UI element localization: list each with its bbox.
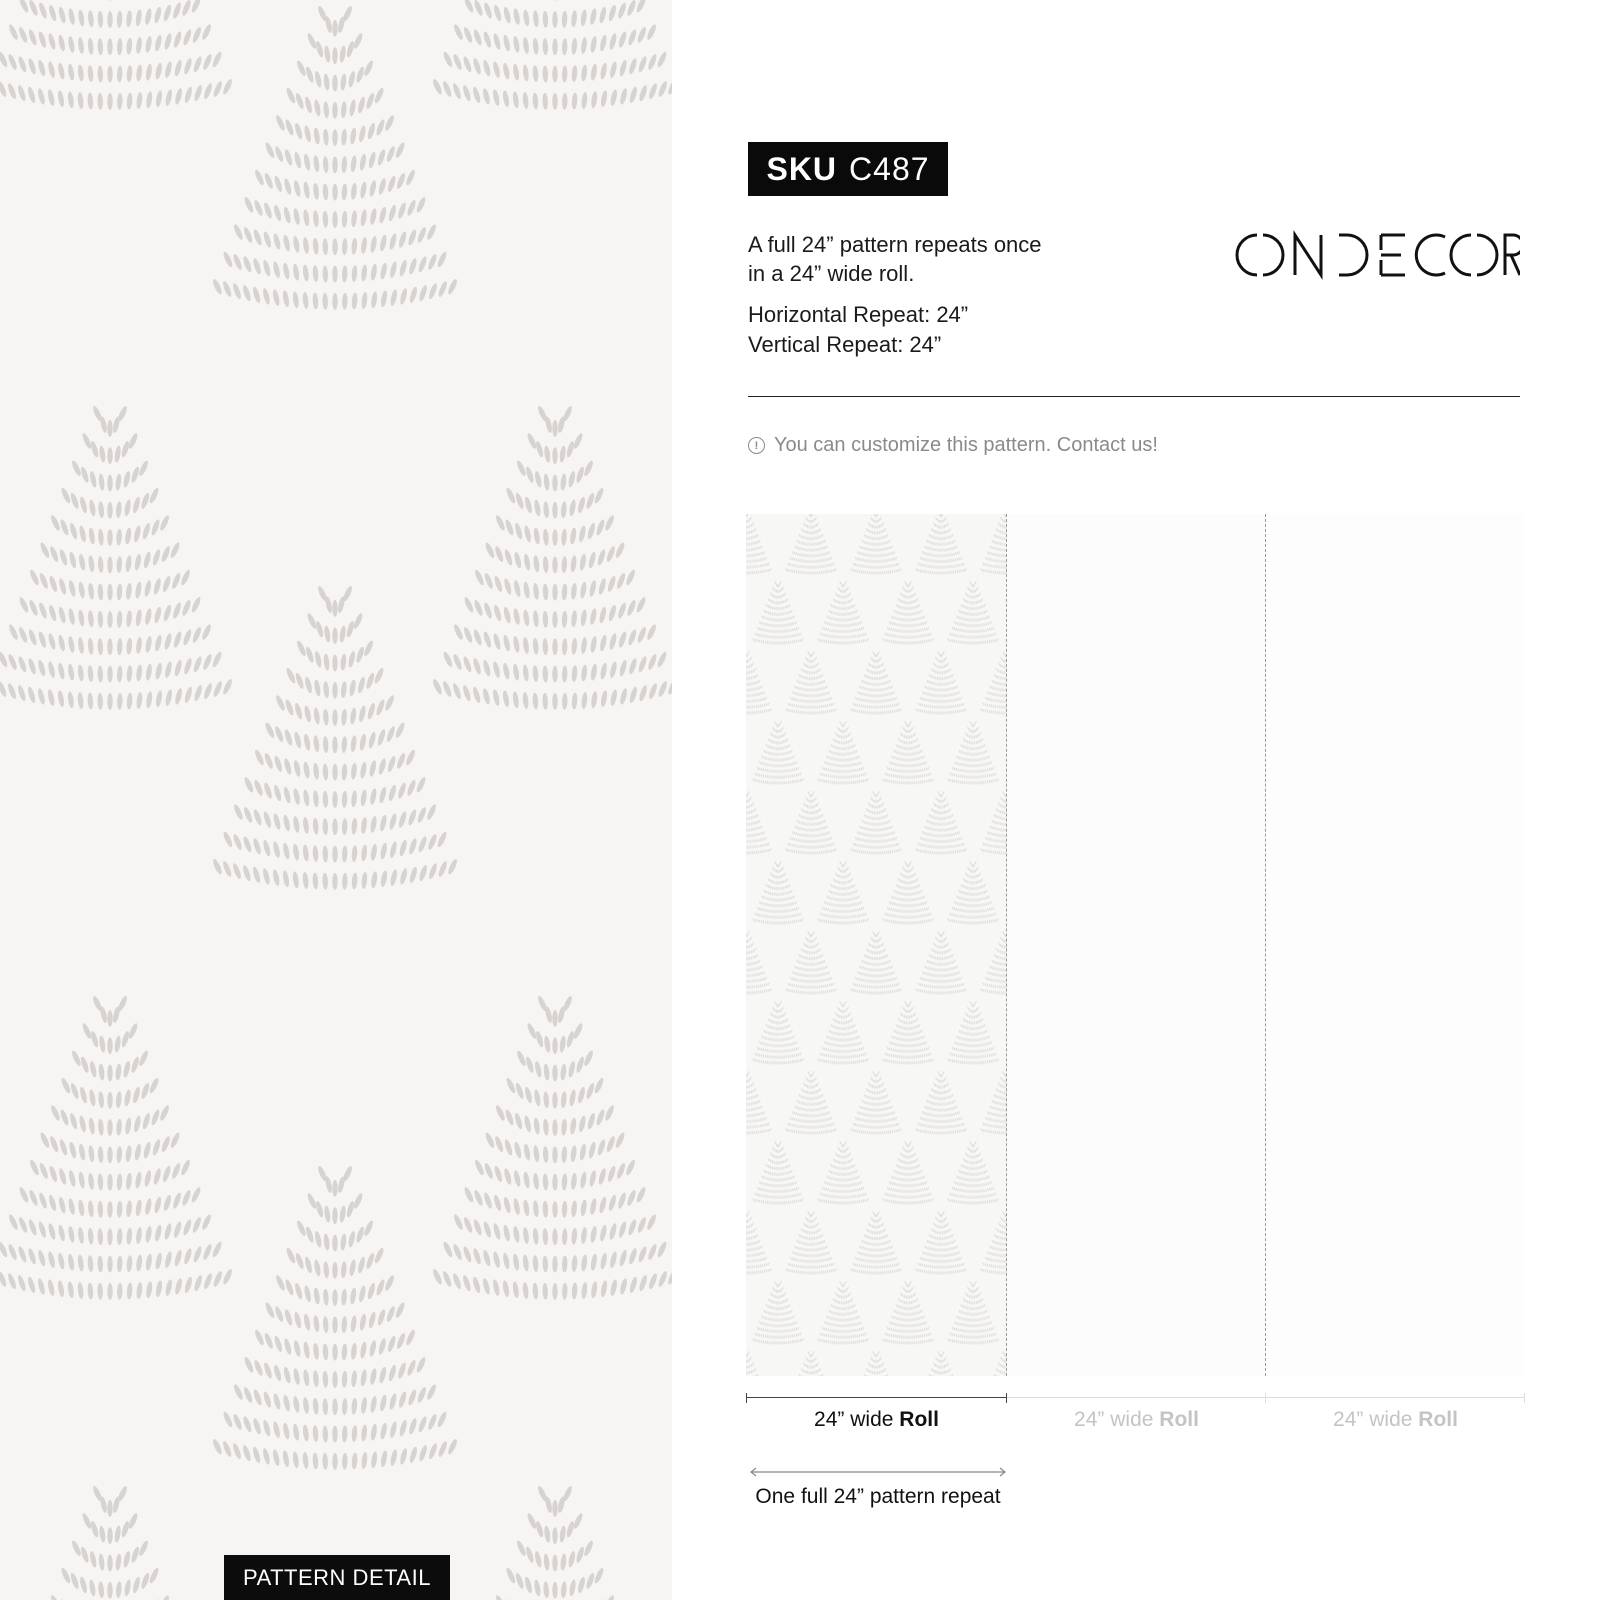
fern-motif: [752, 1141, 804, 1205]
fern-motif: [785, 1351, 837, 1376]
fern-motif: [850, 1351, 902, 1376]
roll-label-2-word: Roll: [1159, 1408, 1199, 1431]
ondecor-logo: [1235, 228, 1520, 283]
fern-motif: [746, 791, 772, 855]
fern-motif: [746, 651, 772, 715]
roll-label-2-size: 24” wide: [1074, 1408, 1154, 1431]
fern-motif: [746, 931, 772, 995]
fern-motif: [980, 514, 1007, 575]
fern-motif: [850, 1211, 902, 1275]
repeat-caption: One full 24” pattern repeat: [755, 1485, 1001, 1508]
pattern-detail-panel: [0, 0, 672, 1600]
customize-notice-text: You can customize this pattern. Contact us!: [774, 434, 1158, 456]
fern-motif: [850, 791, 902, 855]
fern-motif: [785, 1071, 837, 1135]
roll-measure-1: [746, 1393, 1007, 1403]
fern-motif: [947, 1001, 999, 1065]
fern-motif: [817, 1141, 869, 1205]
fern-motif: [915, 651, 967, 715]
fern-motif: [817, 581, 869, 645]
fern-motif: [980, 651, 1007, 715]
fern-motif: [211, 585, 458, 890]
repeat-arrow: [749, 1467, 1007, 1477]
fern-motif: [785, 791, 837, 855]
roll-label-3: [1266, 1408, 1525, 1432]
fern-motif: [431, 405, 672, 710]
fern-motif: [882, 861, 934, 925]
roll-measure-2: [1007, 1393, 1266, 1403]
fern-motif: [850, 651, 902, 715]
fern-motif: [817, 861, 869, 925]
sku-value: C487: [849, 150, 930, 187]
horizontal-repeat: Horizontal Repeat: 24”: [748, 302, 969, 327]
roll-label-1-size: 24” wide: [814, 1408, 894, 1431]
fern-motif: [752, 721, 804, 785]
roll-label-3-word: Roll: [1418, 1408, 1458, 1431]
fern-motif: [915, 1351, 967, 1376]
fern-motif: [882, 1001, 934, 1065]
roll-seam-2: [1265, 514, 1266, 1376]
roll-seam-1: [1006, 514, 1007, 1376]
sku-key: SKU: [766, 150, 838, 187]
fern-motif: [915, 1071, 967, 1135]
fern-motif: [915, 514, 967, 575]
fern-pattern-large: [0, 0, 672, 1600]
description-line-1: A full 24” pattern repeats once: [748, 232, 1042, 257]
fern-motif: [0, 0, 234, 110]
fern-motif: [785, 651, 837, 715]
roll-measure-3: [1266, 1393, 1525, 1403]
fern-motif: [785, 931, 837, 995]
sku-badge: [748, 142, 948, 196]
customize-notice[interactable]: [748, 434, 1158, 457]
repeat-description: [748, 230, 1168, 288]
fern-motif: [947, 721, 999, 785]
fern-motif: [980, 1071, 1007, 1135]
fern-motif: [785, 514, 837, 575]
roll-label-1-word: Roll: [899, 1408, 939, 1431]
vertical-repeat: Vertical Repeat: 24”: [748, 332, 942, 357]
fern-motif: [947, 861, 999, 925]
roll-label-1: [746, 1408, 1007, 1432]
section-divider: [748, 396, 1520, 397]
fern-motif: [752, 1281, 804, 1345]
fern-motif: [882, 581, 934, 645]
fern-motif: [752, 1001, 804, 1065]
roll-preview-2: [1007, 514, 1266, 1376]
fern-motif: [752, 581, 804, 645]
info-icon: !: [748, 437, 765, 454]
fern-motif: [752, 861, 804, 925]
fern-motif: [850, 514, 902, 575]
fern-motif: [431, 0, 672, 110]
fern-motif: [915, 931, 967, 995]
fern-motif: [882, 1141, 934, 1205]
fern-motif: [915, 1211, 967, 1275]
fern-motif: [746, 1211, 772, 1275]
fern-motif: [980, 1211, 1007, 1275]
fern-motif: [850, 1071, 902, 1135]
fern-motif: [817, 1001, 869, 1065]
description-line-2: in a 24” wide roll.: [748, 261, 915, 286]
fern-motif: [785, 1211, 837, 1275]
roll-preview-3: [1266, 514, 1525, 1376]
roll-label-2: [1007, 1408, 1266, 1432]
fern-motif: [947, 1281, 999, 1345]
fern-motif: [746, 514, 772, 575]
fern-motif: [915, 791, 967, 855]
fern-motif: [211, 5, 458, 310]
fern-motif: [817, 1281, 869, 1345]
fern-pattern-small: [746, 514, 1007, 1376]
fern-motif: [947, 581, 999, 645]
fern-motif: [0, 995, 234, 1300]
fern-motif: [947, 1141, 999, 1205]
fern-motif: [431, 1485, 672, 1600]
fern-motif: [817, 721, 869, 785]
roll-label-3-size: 24” wide: [1333, 1408, 1413, 1431]
roll-preview-1: [746, 514, 1007, 1376]
pattern-detail-label: PATTERN DETAIL: [224, 1555, 450, 1600]
fern-motif: [850, 931, 902, 995]
fern-motif: [0, 405, 234, 710]
fern-motif: [980, 1351, 1007, 1376]
fern-motif: [882, 1281, 934, 1345]
fern-motif: [0, 1485, 234, 1600]
fern-motif: [746, 1351, 772, 1376]
fern-motif: [980, 931, 1007, 995]
fern-motif: [211, 1165, 458, 1470]
fern-motif: [746, 1071, 772, 1135]
fern-motif: [882, 721, 934, 785]
fern-motif: [980, 791, 1007, 855]
fern-motif: [431, 995, 672, 1300]
